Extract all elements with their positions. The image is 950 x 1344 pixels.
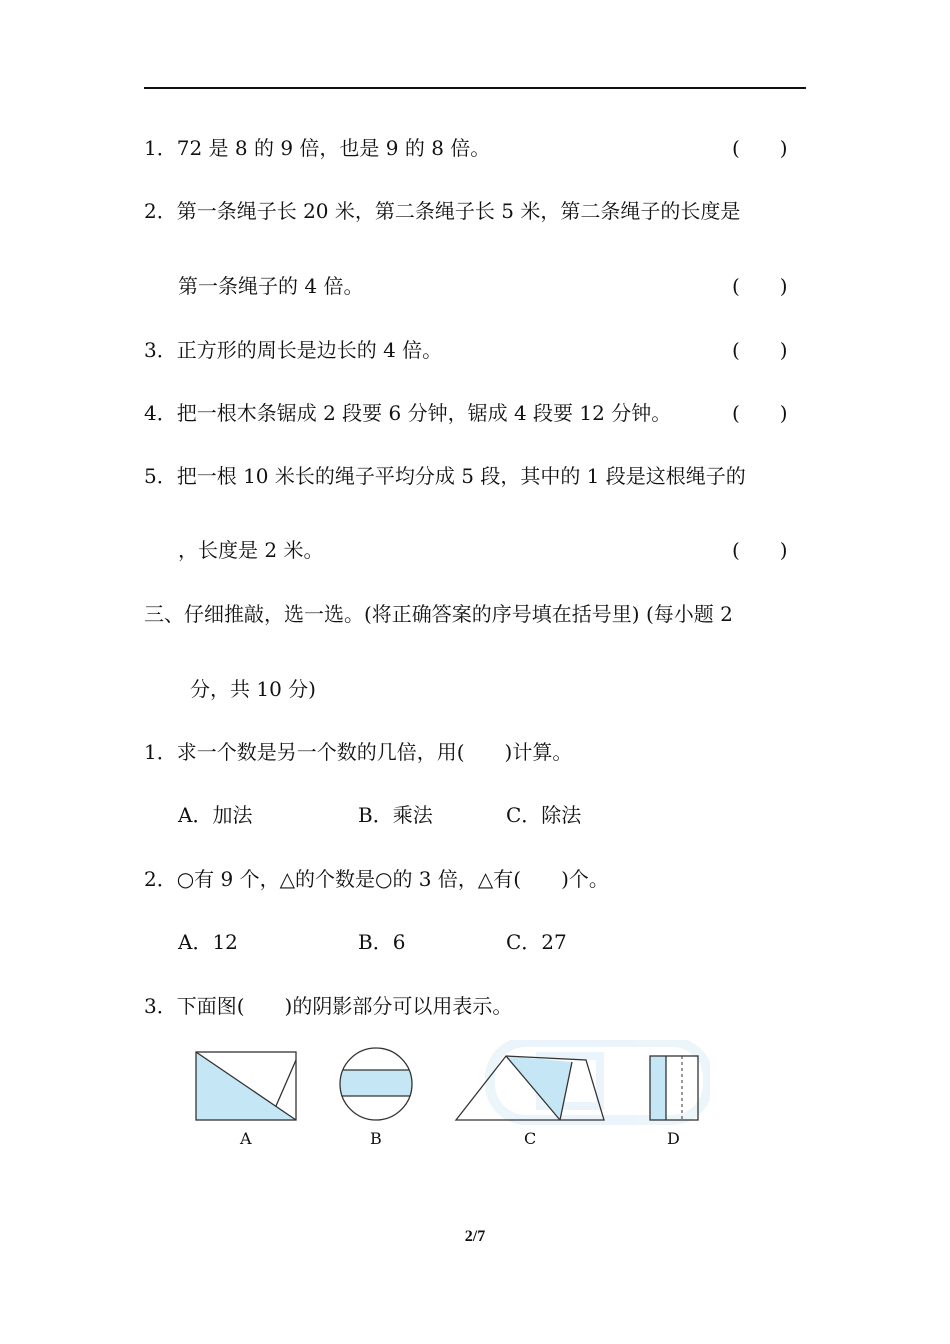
judge-item-5-cont: ，长度是 2 米。 [178,538,324,562]
judge-item-2: 2．第一条绳子长 20 米，第二条绳子长 5 米，第二条绳子的长度是 [144,199,741,223]
option-1a: A．加法 [178,803,253,827]
choice-question-2: 2．○有 9 个，△的个数是○的 3 倍，△有( )个。 [144,867,609,891]
judge-item-1: 1．72 是 8 的 9 倍，也是 9 的 8 倍。 [144,136,491,160]
answer-paren-4: ( ) [732,401,788,425]
figure-options [190,1040,710,1160]
answer-paren-1: ( ) [732,136,788,160]
watermark-logo [490,1042,708,1120]
figure-label-a: A [240,1129,252,1148]
answer-paren-3: ( ) [732,338,788,362]
figure-c [456,1056,604,1120]
figure-label-d: D [667,1129,680,1148]
section-3-title: 三、仔细推敲，选一选。(将正确答案的序号填在括号里) (每小题 2 [144,602,733,626]
option-2a: A．12 [178,930,238,954]
option-1c: C．除法 [506,803,582,827]
answer-paren-2: ( ) [732,274,788,298]
choice-question-3: 3．下面图( )的阴影部分可以用表示。 [144,994,513,1018]
judge-item-5: 5．把一根 10 米长的绳子平均分成 5 段，其中的 1 段是这根绳子的 [144,464,746,488]
option-2c: C．27 [506,930,567,954]
choice-question-1: 1．求一个数是另一个数的几倍，用( )计算。 [144,740,573,764]
figure-label-c: C [524,1129,537,1148]
figure-svg [190,1040,710,1160]
judge-item-4: 4．把一根木条锯成 2 段要 6 分钟，锯成 4 段要 12 分钟。 [144,401,672,425]
page-number: 2/7 [464,1228,486,1245]
section-3-title-cont: 分，共 10 分) [190,677,316,701]
option-2b: B．6 [358,930,406,954]
judge-item-3: 3．正方形的周长是边长的 4 倍。 [144,338,443,362]
answer-paren-5: ( ) [732,538,788,562]
header-rule [144,87,806,89]
figure-a [196,1052,296,1120]
option-1b: B．乘法 [358,803,433,827]
judge-item-2-cont: 第一条绳子的 4 倍。 [178,274,364,298]
figure-b [340,1048,412,1120]
figure-label-b: B [370,1129,382,1148]
